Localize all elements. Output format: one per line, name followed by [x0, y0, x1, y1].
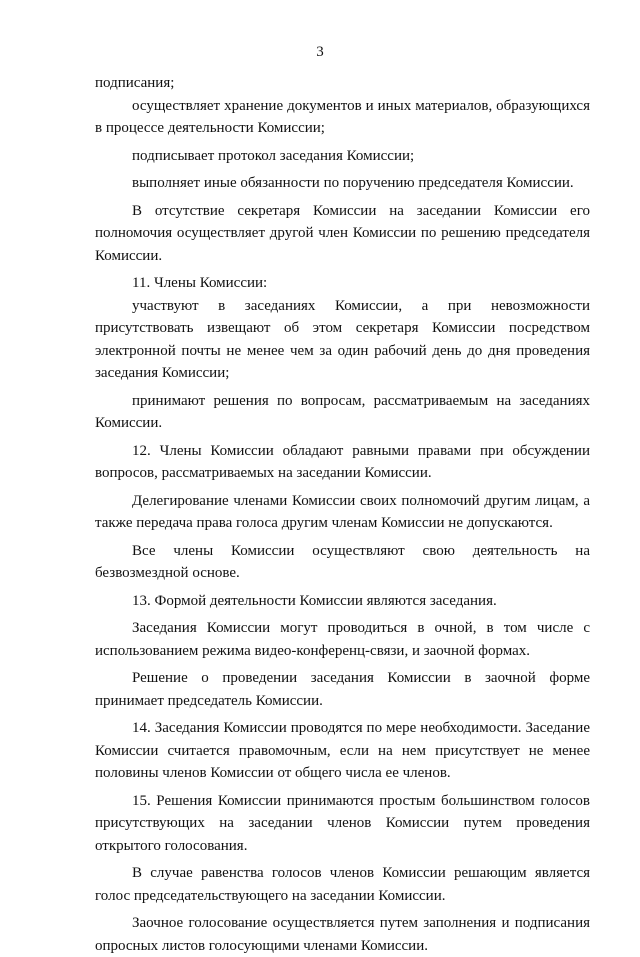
document-body [95, 72, 590, 957]
paragraph: Решение о проведении заседания Комиссии в заочной форме принимает председатель Комиссии. [95, 670, 590, 709]
paragraph: 14. Заседания Комиссии проводятся по мере необходимости. Заседание Комиссии считается правомочным, если на нем присутствует не менее половины членов Комиссии от общего числа ее членов. [95, 720, 590, 781]
paragraph: 12. Члены Комиссии обладают равными правами при обсуждении вопросов, рассматриваемых на заседании Комиссии. [95, 442, 590, 481]
paragraph: подписывает протокол заседания Комиссии; [132, 147, 415, 164]
paragraph: Делегирование членами Комиссии своих полномочий другим лицам, а также передача права голоса другим членам Комиссии не допускаются. [95, 492, 590, 531]
paragraph: В случае равенства голосов членов Комиссии решающим является голос председательствующего на заседании Комиссии. [95, 865, 590, 904]
paragraph: 15. Решения Комиссии принимаются простым большинством голосов присутствующих на заседании членов Комиссии путем проведения открытого голосования. [95, 792, 590, 854]
paragraph: осуществляет хранение документов и иных материалов, образующихся в процессе деятельности Комиссии; [95, 97, 590, 136]
page-number: 3 [316, 44, 324, 60]
paragraph: принимают решения по вопросам, рассматриваемым на заседаниях Комиссии. [95, 392, 590, 431]
paragraph: участвуют в заседаниях Комиссии, а при невозможности присутствовать извещают об этом секретаря Комиссии посредством электронной почты не менее чем за один рабочий день до дня проведения заседания Комиссии; [95, 297, 590, 381]
paragraph: Все члены Комиссии осуществляют свою деятельность на безвозмездной основе. [95, 542, 590, 581]
paragraph: Заочное голосование осуществляется путем заполнения и подписания опросных листов голосующими членами Комиссии. [95, 915, 590, 954]
paragraph: В отсутствие секретаря Комиссии на заседании Комиссии его полномочия осуществляет другой член Комиссии по решению председателя Комиссии. [95, 202, 590, 264]
paragraph: подписания; [95, 75, 175, 91]
paragraph: 11. Члены Комиссии: [132, 275, 268, 291]
paragraph: Заседания Комиссии могут проводиться в очной, в том числе с использованием режима видео-конференц-связи, и заочной формах. [95, 620, 590, 659]
paragraph: выполняет иные обязанности по поручению председателя Комиссии. [132, 175, 574, 191]
paragraph: 13. Формой деятельности Комиссии являются заседания. [132, 592, 497, 609]
